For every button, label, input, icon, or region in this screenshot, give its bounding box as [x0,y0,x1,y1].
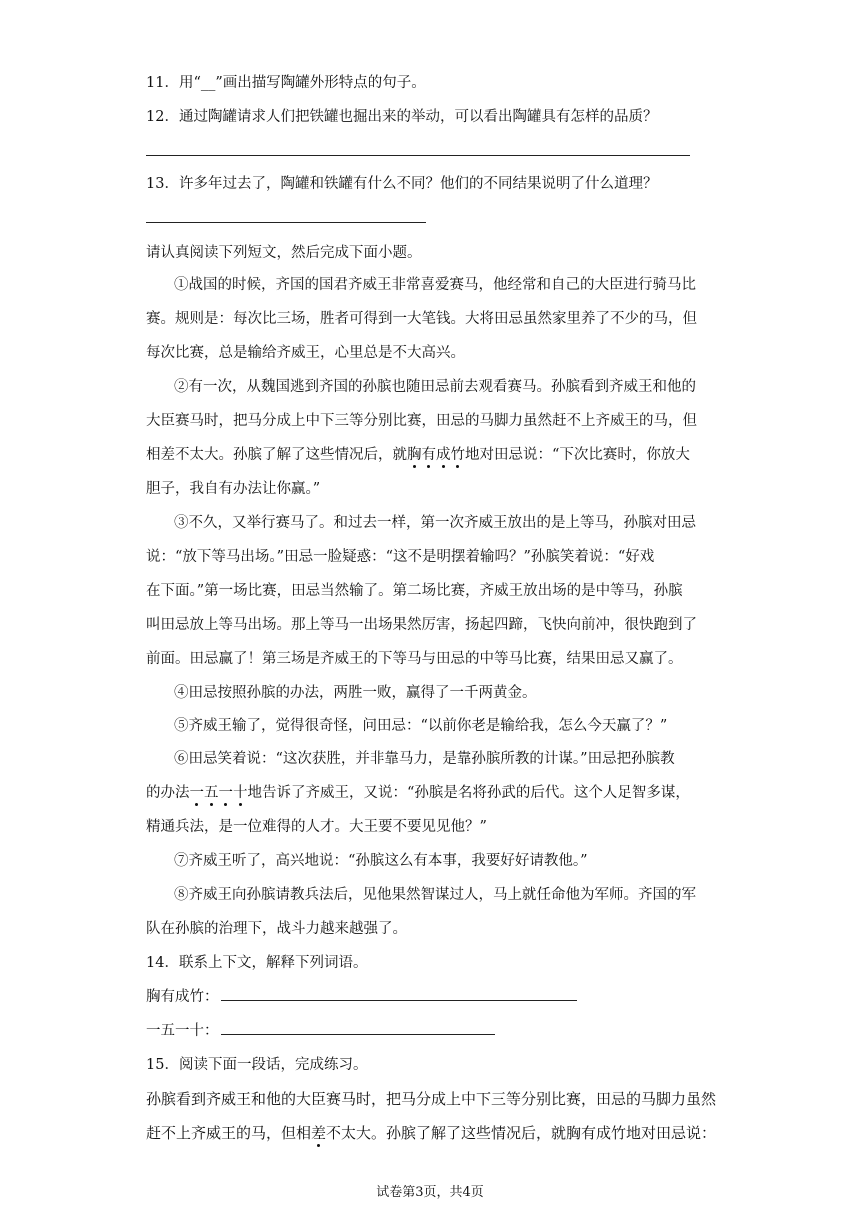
passage-line: 大臣赛马时，把马分成上中下三等分别比赛，田忌的马脚力虽然赶不上齐威王的马，但 [146,413,697,429]
passage-line: ④田忌按照孙膑的办法，两胜一败，赢得了一千两黄金。 [174,685,537,701]
emphasis-char: 有 [421,447,436,463]
term-label: 胸有成竹： [146,989,219,1005]
text-segment: 相差不太大。孙膑了解了这些情况后，就 [146,447,407,463]
passage-line: ②有一次，从魏国逃到齐国的孙膑也随田忌前去观看赛马。孙膑看到齐威王和他的 [174,379,696,395]
passage-line: ⑦齐威王听了，高兴地说：“孙膑这么有本事，我要好好请教他。” [174,853,588,869]
excerpt-line [146,1123,860,1143]
passage-line [146,445,860,465]
passage-line: 说：“放下等马出场。”田忌一脸疑惑：“这不是明摆着输吗？”孙膑笑着说：“好戏 [146,549,655,565]
passage-line: 胆子，我自有办法让你赢。” [146,481,321,497]
dotted-term-yiwuyishi [190,785,248,801]
page-footer: 试卷第3页，共4页 [376,1185,484,1200]
excerpt-line: 孙膑看到齐威王和他的大臣赛马时，把马分成上中下三等分别比赛，田忌的马脚力虽然 [146,1090,717,1108]
question-12: 12．通过陶罐请求人们把铁罐也掘出来的举动，可以看出陶罐具有怎样的品质？ [146,109,658,125]
passage-line [146,783,860,803]
passage-line: 赛。规则是：每次比三场，胜者可得到一大笔钱。大将田忌虽然家里养了不少的马，但 [146,311,697,327]
term-label: 一五一十： [146,1023,219,1039]
emphasis-char: 十 [233,785,248,801]
answer-blank-1[interactable] [221,1000,577,1001]
question-15: 15．阅读下面一段话，完成练习。 [146,1057,368,1073]
passage-line: ⑥田忌笑着说：“这次获胜，并非靠马力，是靠孙膑所教的计谋。”田忌把孙膑教 [174,751,675,767]
passage-line: 每次比赛，总是输给齐威王，心里总是不大高兴。 [146,345,465,361]
text-segment: 的办法 [146,785,190,801]
emphasis-char: 五 [204,785,219,801]
passage-line: ③不久，又举行赛马了。和过去一样，第一次齐威王放出的是上等马，孙膑对田忌 [174,515,696,531]
text-segment: 不太大。孙膑了解了这些情况后，就胸有成竹地对田忌说： [326,1124,717,1142]
emphasis-char: 一 [189,785,204,801]
passage-line: ①战国的时候，齐国的国君齐威王非常喜爱赛马，他经常和自己的大臣进行骑马比 [174,277,696,293]
passage-line: 前面。田忌赢了！第三场是齐威王的下等马与田忌的中等马比赛，结果田忌又赢了。 [146,651,683,667]
answer-line-12[interactable] [146,155,690,156]
text-segment: 地对田忌说：“下次比赛时，你放大 [465,447,690,463]
dotted-term-xiongyouchengzhu [407,447,465,463]
emphasis-char: 差 [311,1124,327,1142]
dotted-char-cha [311,1124,326,1142]
text-segment: 地告诉了齐威王，又说：“孙膑是名将孙武的后代。这个人足智多谋， [247,785,690,801]
emphasis-char: 胸 [407,447,422,463]
question-13: 13．许多年过去了，陶罐和铁罐有什么不同？他们的不同结果说明了什么道理？ [146,176,658,192]
emphasis-char: 一 [218,785,233,801]
passage-line: 在下面。”第一场比赛，田忌当然输了。第二场比赛，齐威王放出场的是中等马，孙膑 [146,583,683,599]
text-segment: 赶不上齐威王的马，但相 [146,1124,312,1142]
emphasis-char: 成 [436,447,451,463]
question-14: 14．联系上下文，解释下列词语。 [146,955,368,971]
reading-instruction: 请认真阅读下列短文，然后完成下面小题。 [146,245,422,261]
term-line-1 [146,987,860,1007]
question-11: 11．用“__”画出描写陶罐外形特点的句子。 [146,75,426,91]
emphasis-char: 竹 [450,447,465,463]
answer-line-13[interactable] [146,222,426,223]
answer-blank-2[interactable] [221,1034,495,1035]
passage-line: 队在孙膑的治理下，战斗力越来越强了。 [146,921,407,937]
passage-line: ⑧齐威王向孙膑请教兵法后，见他果然智谋过人，马上就任命他为军师。齐国的军 [174,887,696,903]
passage-line: 精通兵法，是一位难得的人才。大王要不要见见他？” [146,819,487,835]
passage-line: 叫田忌放上等马出场。那上等马一出场果然厉害，扬起四蹄，飞快向前冲，很快跑到了 [146,617,697,633]
term-line-2 [146,1021,860,1041]
passage-line: ⑤齐威王输了，觉得很奇怪，问田忌：“以前你老是输给我，怎么今天赢了？” [174,718,668,734]
